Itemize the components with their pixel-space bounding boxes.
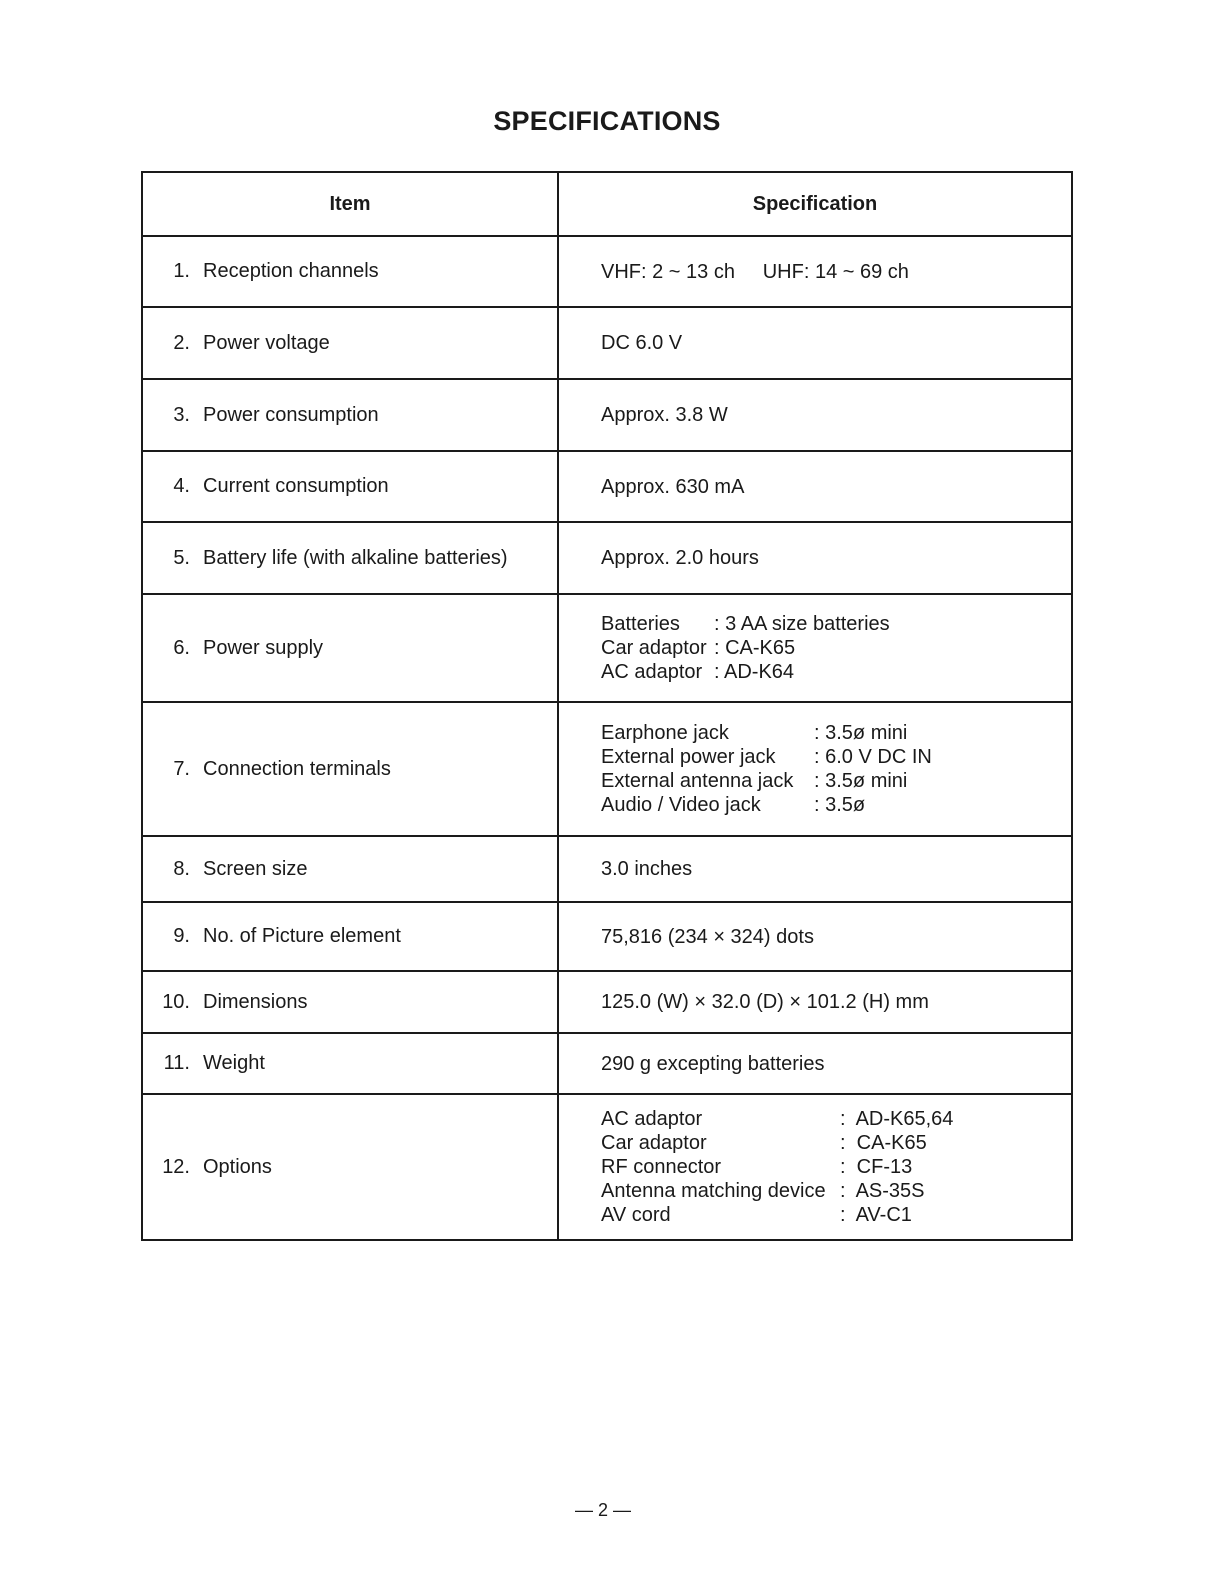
item-cell bbox=[142, 307, 558, 379]
spec-key: Car adaptor bbox=[601, 637, 707, 659]
table-row bbox=[142, 379, 1072, 451]
item-number: 6. bbox=[173, 636, 190, 659]
spec-line bbox=[601, 636, 1071, 660]
item-name: Connection terminals bbox=[203, 757, 391, 780]
spec-value: VHF: 2 ~ 13 ch UHF: 14 ~ 69 ch bbox=[601, 260, 909, 283]
item-cell bbox=[142, 451, 558, 522]
spec-line bbox=[601, 612, 1071, 636]
table-row bbox=[142, 236, 1072, 307]
item-name: Reception channels bbox=[203, 260, 379, 282]
item-name: Battery life (with alkaline batteries) bbox=[203, 546, 508, 569]
spec-cell bbox=[558, 594, 1072, 702]
item-number: 10. bbox=[162, 990, 190, 1013]
page-title: SPECIFICATIONS bbox=[493, 106, 721, 136]
table-row bbox=[142, 451, 1072, 522]
spec-line bbox=[601, 1155, 1071, 1179]
item-name: Power consumption bbox=[203, 403, 379, 426]
item-name: Weight bbox=[203, 1052, 265, 1074]
item-name: Dimensions bbox=[203, 990, 308, 1013]
table-row bbox=[142, 307, 1072, 379]
spec-line bbox=[601, 793, 1071, 817]
spec-value: : 6.0 V DC IN bbox=[814, 746, 932, 768]
spec-value: : 3.5ø mini bbox=[814, 722, 908, 744]
spec-key: Car adaptor bbox=[601, 1132, 707, 1154]
item-number: 3. bbox=[173, 403, 190, 426]
table-row bbox=[142, 522, 1072, 594]
item-name: Power supply bbox=[203, 636, 324, 659]
spec-cell bbox=[558, 451, 1072, 522]
table-row bbox=[142, 594, 1072, 702]
table-row bbox=[142, 971, 1072, 1033]
spec-value: : 3.5ø mini bbox=[814, 770, 908, 792]
spec-line bbox=[601, 1179, 1071, 1203]
spec-line bbox=[601, 1107, 1071, 1131]
item-number: 2. bbox=[173, 331, 190, 354]
spec-key: Audio / Video jack bbox=[601, 794, 761, 816]
spec-line bbox=[601, 1203, 1071, 1227]
spec-line bbox=[601, 745, 1071, 769]
spec-value: : AD-K64 bbox=[714, 661, 795, 683]
item-cell bbox=[142, 902, 558, 971]
spec-value: 290 g excepting batteries bbox=[601, 1052, 825, 1075]
specifications-table bbox=[141, 171, 1073, 1241]
spec-cell bbox=[558, 522, 1072, 594]
spec-line bbox=[601, 660, 1071, 684]
item-number: 12. bbox=[162, 1155, 190, 1178]
spec-cell bbox=[558, 702, 1072, 836]
item-number: 11. bbox=[163, 1052, 190, 1074]
spec-cell bbox=[558, 836, 1072, 902]
header-specification: Specification bbox=[558, 172, 1072, 236]
spec-key: External power jack bbox=[601, 746, 776, 768]
item-number: 7. bbox=[173, 757, 190, 780]
spec-value: 3.0 inches bbox=[601, 858, 693, 880]
spec-cell bbox=[558, 971, 1072, 1033]
spec-line bbox=[601, 1131, 1071, 1155]
item-cell bbox=[142, 594, 558, 702]
spec-value: 75,816 (234 × 324) dots bbox=[601, 925, 814, 948]
spec-cell bbox=[558, 902, 1072, 971]
spec-value: Approx. 3.8 W bbox=[601, 404, 728, 426]
item-number: 4. bbox=[173, 475, 190, 497]
spec-key: Earphone jack bbox=[601, 722, 729, 744]
item-cell bbox=[142, 971, 558, 1033]
spec-cell bbox=[558, 1094, 1072, 1240]
spec-value: : 3 AA size batteries bbox=[714, 613, 890, 635]
table-row bbox=[142, 1033, 1072, 1094]
item-name: Current consumption bbox=[203, 475, 389, 497]
spec-value: : CA-K65 bbox=[714, 637, 796, 659]
item-number: 9. bbox=[173, 925, 190, 947]
header-item: Item bbox=[142, 172, 558, 236]
spec-value: : AV-C1 bbox=[840, 1204, 912, 1226]
spec-line bbox=[601, 721, 1071, 745]
spec-key: AC adaptor bbox=[601, 661, 703, 683]
table-row bbox=[142, 836, 1072, 902]
spec-cell bbox=[558, 379, 1072, 451]
table-header-row bbox=[142, 172, 1072, 236]
spec-key: External antenna jack bbox=[601, 770, 794, 792]
spec-key: RF connector bbox=[601, 1156, 722, 1178]
table-row bbox=[142, 702, 1072, 836]
spec-cell bbox=[558, 236, 1072, 307]
item-cell bbox=[142, 236, 558, 307]
spec-key: Batteries bbox=[601, 613, 680, 635]
item-cell bbox=[142, 1094, 558, 1240]
item-cell bbox=[142, 379, 558, 451]
spec-value: : CF-13 bbox=[840, 1156, 913, 1178]
spec-value: 125.0 (W) × 32.0 (D) × 101.2 (H) mm bbox=[601, 991, 929, 1013]
item-name: Power voltage bbox=[203, 331, 330, 354]
item-number: 8. bbox=[173, 857, 190, 880]
item-cell bbox=[142, 522, 558, 594]
spec-line bbox=[601, 769, 1071, 793]
spec-value: : AS-35S bbox=[840, 1180, 925, 1202]
spec-value: Approx. 2.0 hours bbox=[601, 547, 759, 569]
spec-value: : AD-K65,64 bbox=[840, 1108, 954, 1130]
page-number: — 2 — bbox=[574, 1500, 631, 1520]
item-name: No. of Picture element bbox=[203, 925, 401, 947]
spec-value: : 3.5ø bbox=[814, 794, 866, 816]
spec-key: AV cord bbox=[601, 1204, 671, 1226]
spec-key: Antenna matching device bbox=[601, 1180, 826, 1202]
table-row bbox=[142, 1094, 1072, 1240]
item-name: Screen size bbox=[203, 857, 308, 880]
item-cell bbox=[142, 702, 558, 836]
spec-key: AC adaptor bbox=[601, 1108, 703, 1130]
spec-value: DC 6.0 V bbox=[601, 332, 683, 354]
item-number: 1. bbox=[173, 260, 190, 282]
table-row bbox=[142, 902, 1072, 971]
spec-value: : CA-K65 bbox=[840, 1132, 927, 1154]
item-name: Options bbox=[203, 1155, 272, 1178]
item-number: 5. bbox=[173, 546, 190, 569]
item-cell bbox=[142, 836, 558, 902]
item-cell bbox=[142, 1033, 558, 1094]
spec-value: Approx. 630 mA bbox=[601, 475, 745, 498]
spec-cell bbox=[558, 307, 1072, 379]
spec-cell bbox=[558, 1033, 1072, 1094]
